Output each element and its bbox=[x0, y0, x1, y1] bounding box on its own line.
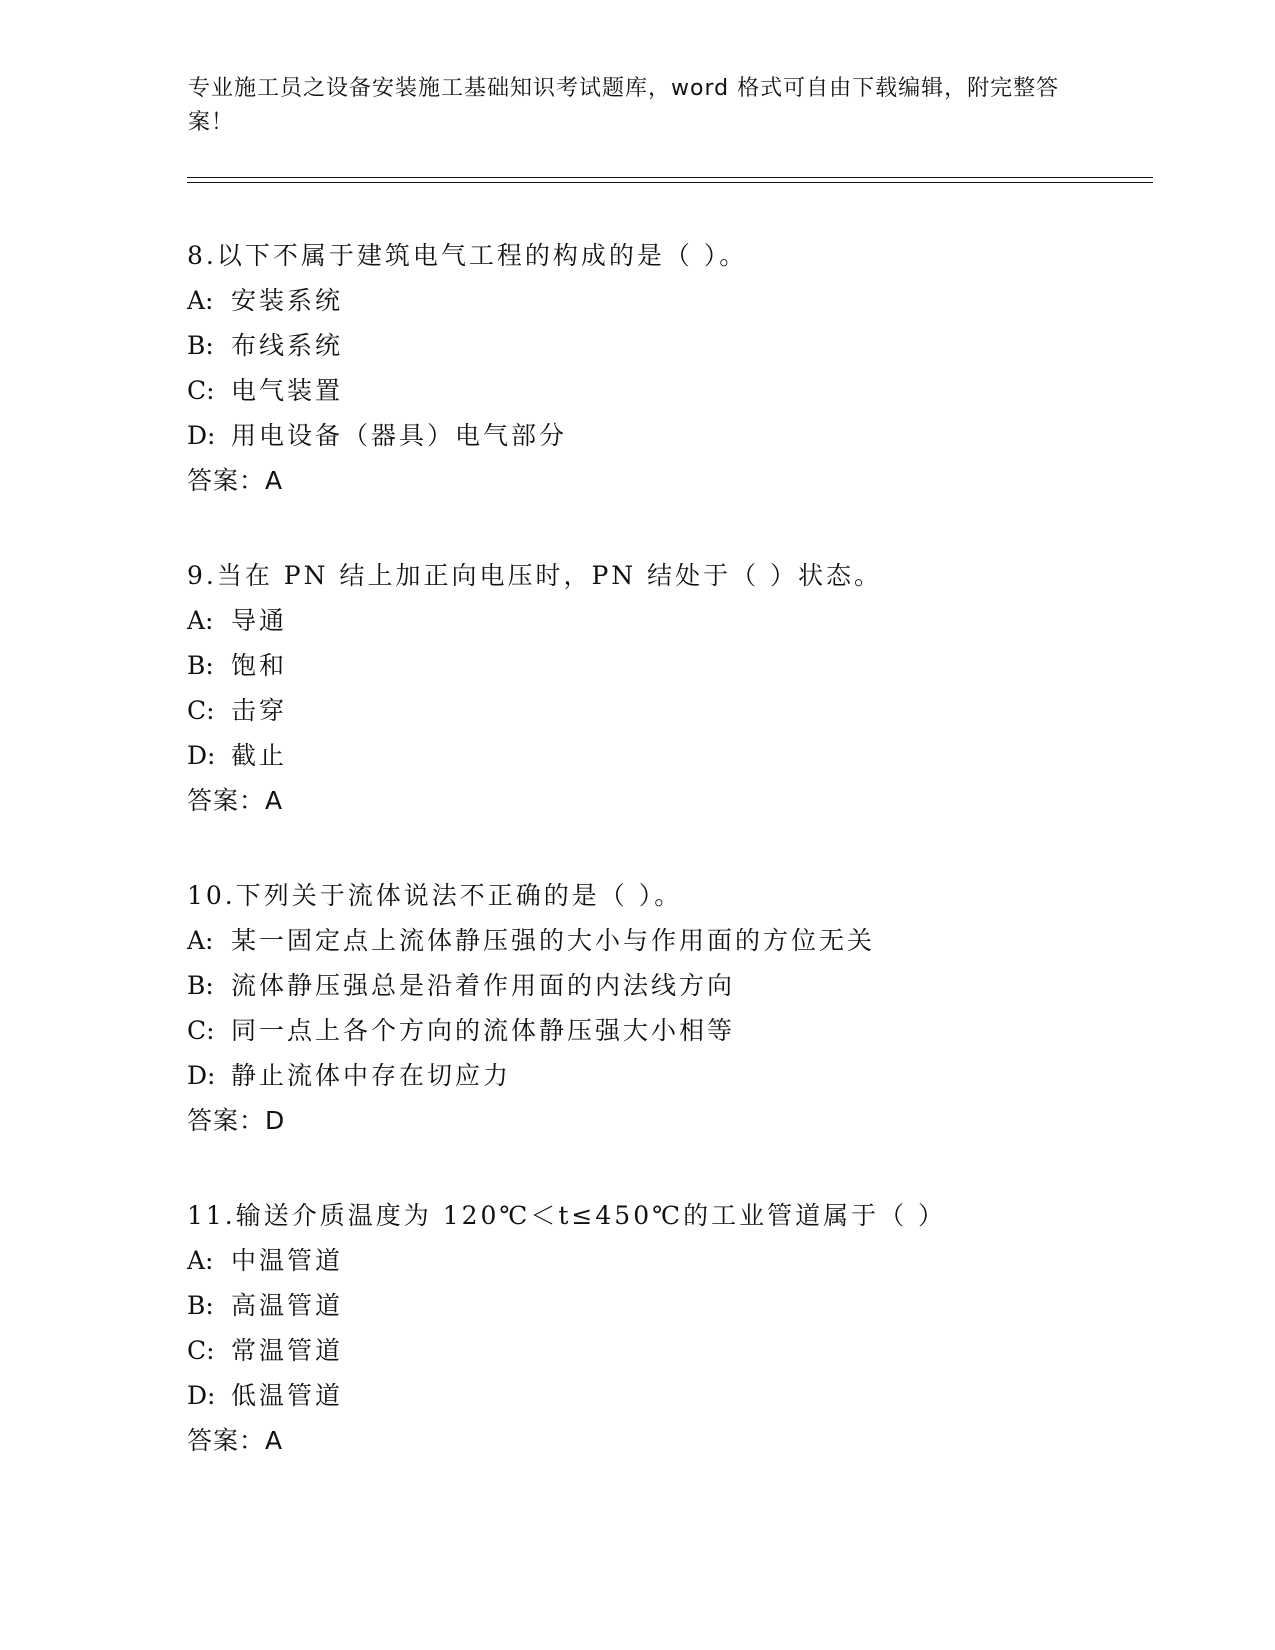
option-text: 饱和 bbox=[231, 651, 288, 680]
header-rule-top bbox=[187, 177, 1153, 178]
option-letter: C: bbox=[187, 696, 215, 725]
option-text: 低温管道 bbox=[231, 1381, 344, 1410]
option-a bbox=[187, 598, 1187, 643]
option-letter: D: bbox=[187, 1061, 216, 1090]
option-letter: C: bbox=[187, 1336, 215, 1365]
option-d bbox=[187, 733, 1187, 778]
option-b bbox=[187, 643, 1187, 688]
option-text: 用电设备（器具）电气部分 bbox=[231, 421, 568, 450]
option-letter: D: bbox=[187, 1381, 216, 1410]
option-a bbox=[187, 278, 1187, 323]
option-letter: A: bbox=[187, 1246, 214, 1275]
option-c bbox=[187, 368, 1187, 413]
option-c bbox=[187, 688, 1187, 733]
option-text: 布线系统 bbox=[231, 331, 344, 360]
question-9 bbox=[187, 553, 1187, 823]
question-stem: 11.输送介质温度为 120℃＜t≤450℃的工业管道属于（ ） bbox=[187, 1201, 947, 1230]
option-text: 截止 bbox=[231, 741, 288, 770]
option-letter: B: bbox=[187, 651, 214, 680]
answer-line: 答案：A bbox=[187, 466, 284, 495]
option-text: 静止流体中存在切应力 bbox=[231, 1061, 512, 1090]
document-header: 专业施工员之设备安装施工基础知识考试题库，word 格式可自由下载编辑，附完整答案！ bbox=[188, 76, 1060, 135]
option-text: 安装系统 bbox=[231, 286, 344, 315]
answer-line: 答案：D bbox=[187, 1106, 286, 1135]
option-b bbox=[187, 1283, 1187, 1328]
option-c bbox=[187, 1008, 1187, 1053]
option-letter: B: bbox=[187, 331, 214, 360]
option-a bbox=[187, 918, 1187, 963]
question-11 bbox=[187, 1193, 1187, 1463]
option-text: 同一点上各个方向的流体静压强大小相等 bbox=[231, 1016, 736, 1045]
option-text: 某一固定点上流体静压强的大小与作用面的方位无关 bbox=[231, 926, 876, 955]
option-text: 击穿 bbox=[231, 696, 288, 725]
option-d bbox=[187, 1373, 1187, 1418]
question-10 bbox=[187, 873, 1187, 1143]
option-letter: A: bbox=[187, 926, 214, 955]
option-d bbox=[187, 413, 1187, 458]
option-text: 高温管道 bbox=[231, 1291, 344, 1320]
option-b bbox=[187, 323, 1187, 368]
option-b bbox=[187, 963, 1187, 1008]
option-c bbox=[187, 1328, 1187, 1373]
option-letter: B: bbox=[187, 971, 214, 1000]
option-letter: A: bbox=[187, 286, 214, 315]
question-stem: 10.下列关于流体说法不正确的是（ ）。 bbox=[187, 881, 683, 910]
option-text: 流体静压强总是沿着作用面的内法线方向 bbox=[231, 971, 736, 1000]
answer-line: 答案：A bbox=[187, 1426, 284, 1455]
option-text: 导通 bbox=[231, 606, 288, 635]
question-stem: 9.当在 PN 结上加正向电压时，PN 结处于（ ）状态。 bbox=[187, 561, 883, 590]
question-8 bbox=[187, 233, 1187, 503]
option-text: 常温管道 bbox=[231, 1336, 344, 1365]
option-letter: D: bbox=[187, 741, 216, 770]
option-letter: C: bbox=[187, 1016, 215, 1045]
option-letter: D: bbox=[187, 421, 216, 450]
option-letter: C: bbox=[187, 376, 215, 405]
option-letter: A: bbox=[187, 606, 214, 635]
option-text: 电气装置 bbox=[231, 376, 344, 405]
question-stem: 8.以下不属于建筑电气工程的构成的是（ ）。 bbox=[187, 241, 748, 270]
option-text: 中温管道 bbox=[231, 1246, 344, 1275]
option-a bbox=[187, 1238, 1187, 1283]
answer-line: 答案：A bbox=[187, 786, 284, 815]
option-d bbox=[187, 1053, 1187, 1098]
option-letter: B: bbox=[187, 1291, 214, 1320]
header-rule-bottom bbox=[187, 182, 1153, 183]
